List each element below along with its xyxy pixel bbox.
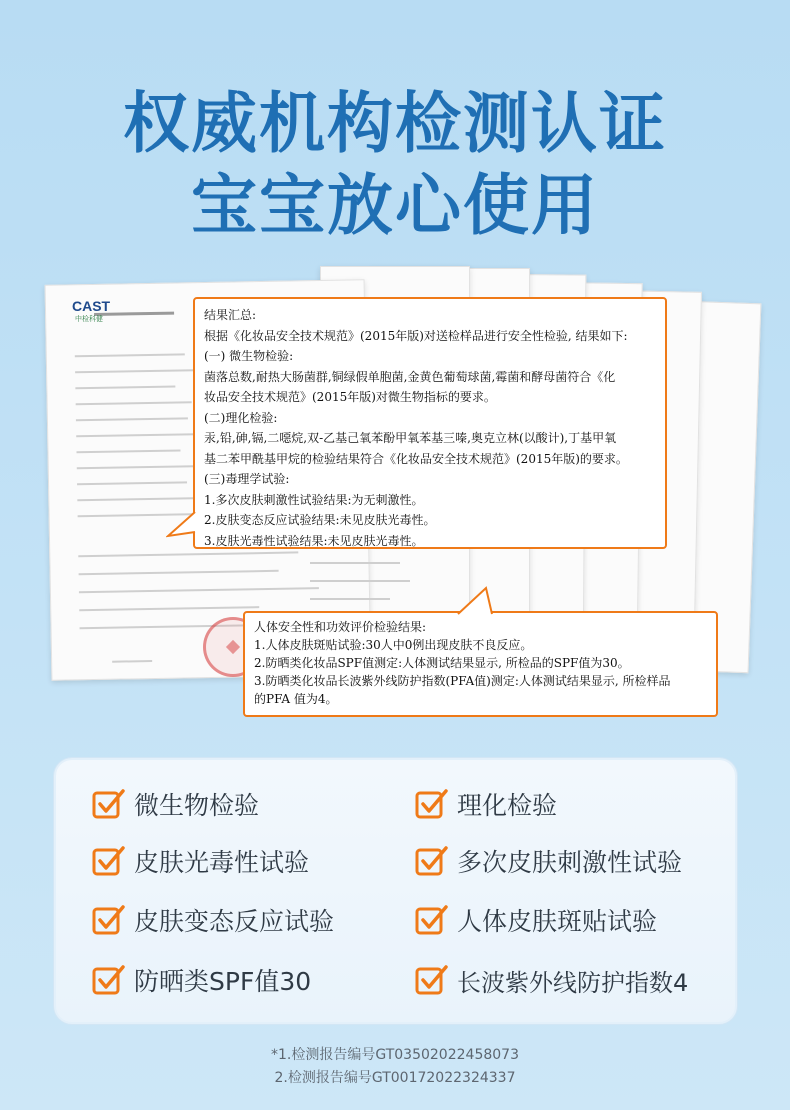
- callout-line: 基二苯甲酰基甲烷的检验结果符合《化妆品安全技术规范》(2015年版)的要求。: [204, 451, 628, 466]
- checkbox-checked-icon: [415, 844, 449, 878]
- checkbox-checked-icon: [92, 903, 126, 937]
- report-number-1: *1.检测报告编号GT03502022458073: [271, 1047, 519, 1063]
- callout-line: 的PFA 值为4。: [254, 692, 338, 706]
- checklist-item: [415, 962, 688, 998]
- checklist-item-label: 理化检验: [457, 791, 558, 820]
- checkbox-checked-icon: [415, 787, 449, 821]
- results-summary-callout: [193, 297, 667, 549]
- callout-line: 人体安全性和功效评价检验结果:: [254, 620, 427, 634]
- headline-line-1: 权威机构检测认证: [123, 85, 667, 162]
- checklist-item: [92, 786, 259, 822]
- checklist-item-label: 微生物检验: [134, 791, 260, 820]
- callout-line: 根据《化妆品安全技术规范》(2015年版)对送检样品进行安全性检验, 结果如下:: [204, 328, 628, 343]
- callout-line: 3.皮肤光毒性试验结果:未见皮肤光毒性。: [204, 533, 424, 548]
- callout-line: 结果汇总:: [204, 308, 257, 322]
- checklist-item: [92, 843, 309, 879]
- callout-tail: [456, 586, 496, 616]
- checklist-item: [415, 843, 682, 879]
- checklist-item: [415, 902, 657, 938]
- checklist-item-label: 多次皮肤刺激性试验: [457, 848, 683, 877]
- callout-line: 妆品安全技术规范》(2015年版)对微生物指标的要求。: [204, 390, 496, 404]
- human-test-callout: [243, 611, 718, 717]
- callout-line: 菌落总数,耐热大肠菌群,铜绿假单胞菌,金黄色葡萄球菌,霉菌和酵母菌符合《化: [204, 369, 616, 384]
- checkbox-checked-icon: [415, 903, 449, 937]
- callout-line: (三)毒理学试验:: [204, 472, 290, 486]
- checkbox-checked-icon: [415, 963, 449, 997]
- report-number-2: 2.检测报告编号GT00172022324337: [274, 1070, 516, 1086]
- checklist-item-label: 防晒类SPF值30: [134, 967, 312, 996]
- cast-logo: CAST: [72, 298, 111, 314]
- callout-line: 2.防晒类化妆品SPF值测定:人体测试结果显示, 所检品的SPF值为30。: [254, 656, 630, 670]
- checkbox-checked-icon: [92, 844, 126, 878]
- callout-line: 1.多次皮肤刺激性试验结果:为无刺激性。: [204, 492, 424, 507]
- checklist-item-label: 皮肤光毒性试验: [134, 848, 310, 877]
- callout-tail: [166, 510, 198, 540]
- callout-line: (一) 微生物检验:: [204, 349, 294, 363]
- checkbox-checked-icon: [92, 963, 126, 997]
- callout-line: 汞,铅,砷,镉,二噁烷,双-乙基己氧苯酚甲氧苯基三嗪,奥克立林(以酸计),丁基甲氧: [204, 431, 617, 445]
- callout-line: 3.防晒类化妆品长波紫外线防护指数(PFA值)测定:人体测试结果显示, 所检样品: [254, 674, 671, 688]
- cast-logo-subtitle: 中检科健: [75, 315, 103, 323]
- headline-line-2: 宝宝放心使用: [191, 167, 599, 244]
- checklist-item: [92, 962, 311, 998]
- checklist-item-label: 人体皮肤斑贴试验: [457, 907, 658, 936]
- checklist-item: [92, 902, 334, 938]
- callout-line: (二)理化检验:: [204, 410, 278, 425]
- callout-line: 2.皮肤变态反应试验结果:未见皮肤光毒性。: [204, 513, 436, 527]
- checkbox-checked-icon: [92, 787, 126, 821]
- callout-line: 1.人体皮肤斑贴试验:30人中0例出现皮肤不良反应。: [254, 638, 533, 652]
- checklist-item: [415, 786, 557, 822]
- checklist-item-label: 皮肤变态反应试验: [134, 907, 335, 936]
- checklist-item-label: 长波紫外线防护指数4: [457, 968, 689, 997]
